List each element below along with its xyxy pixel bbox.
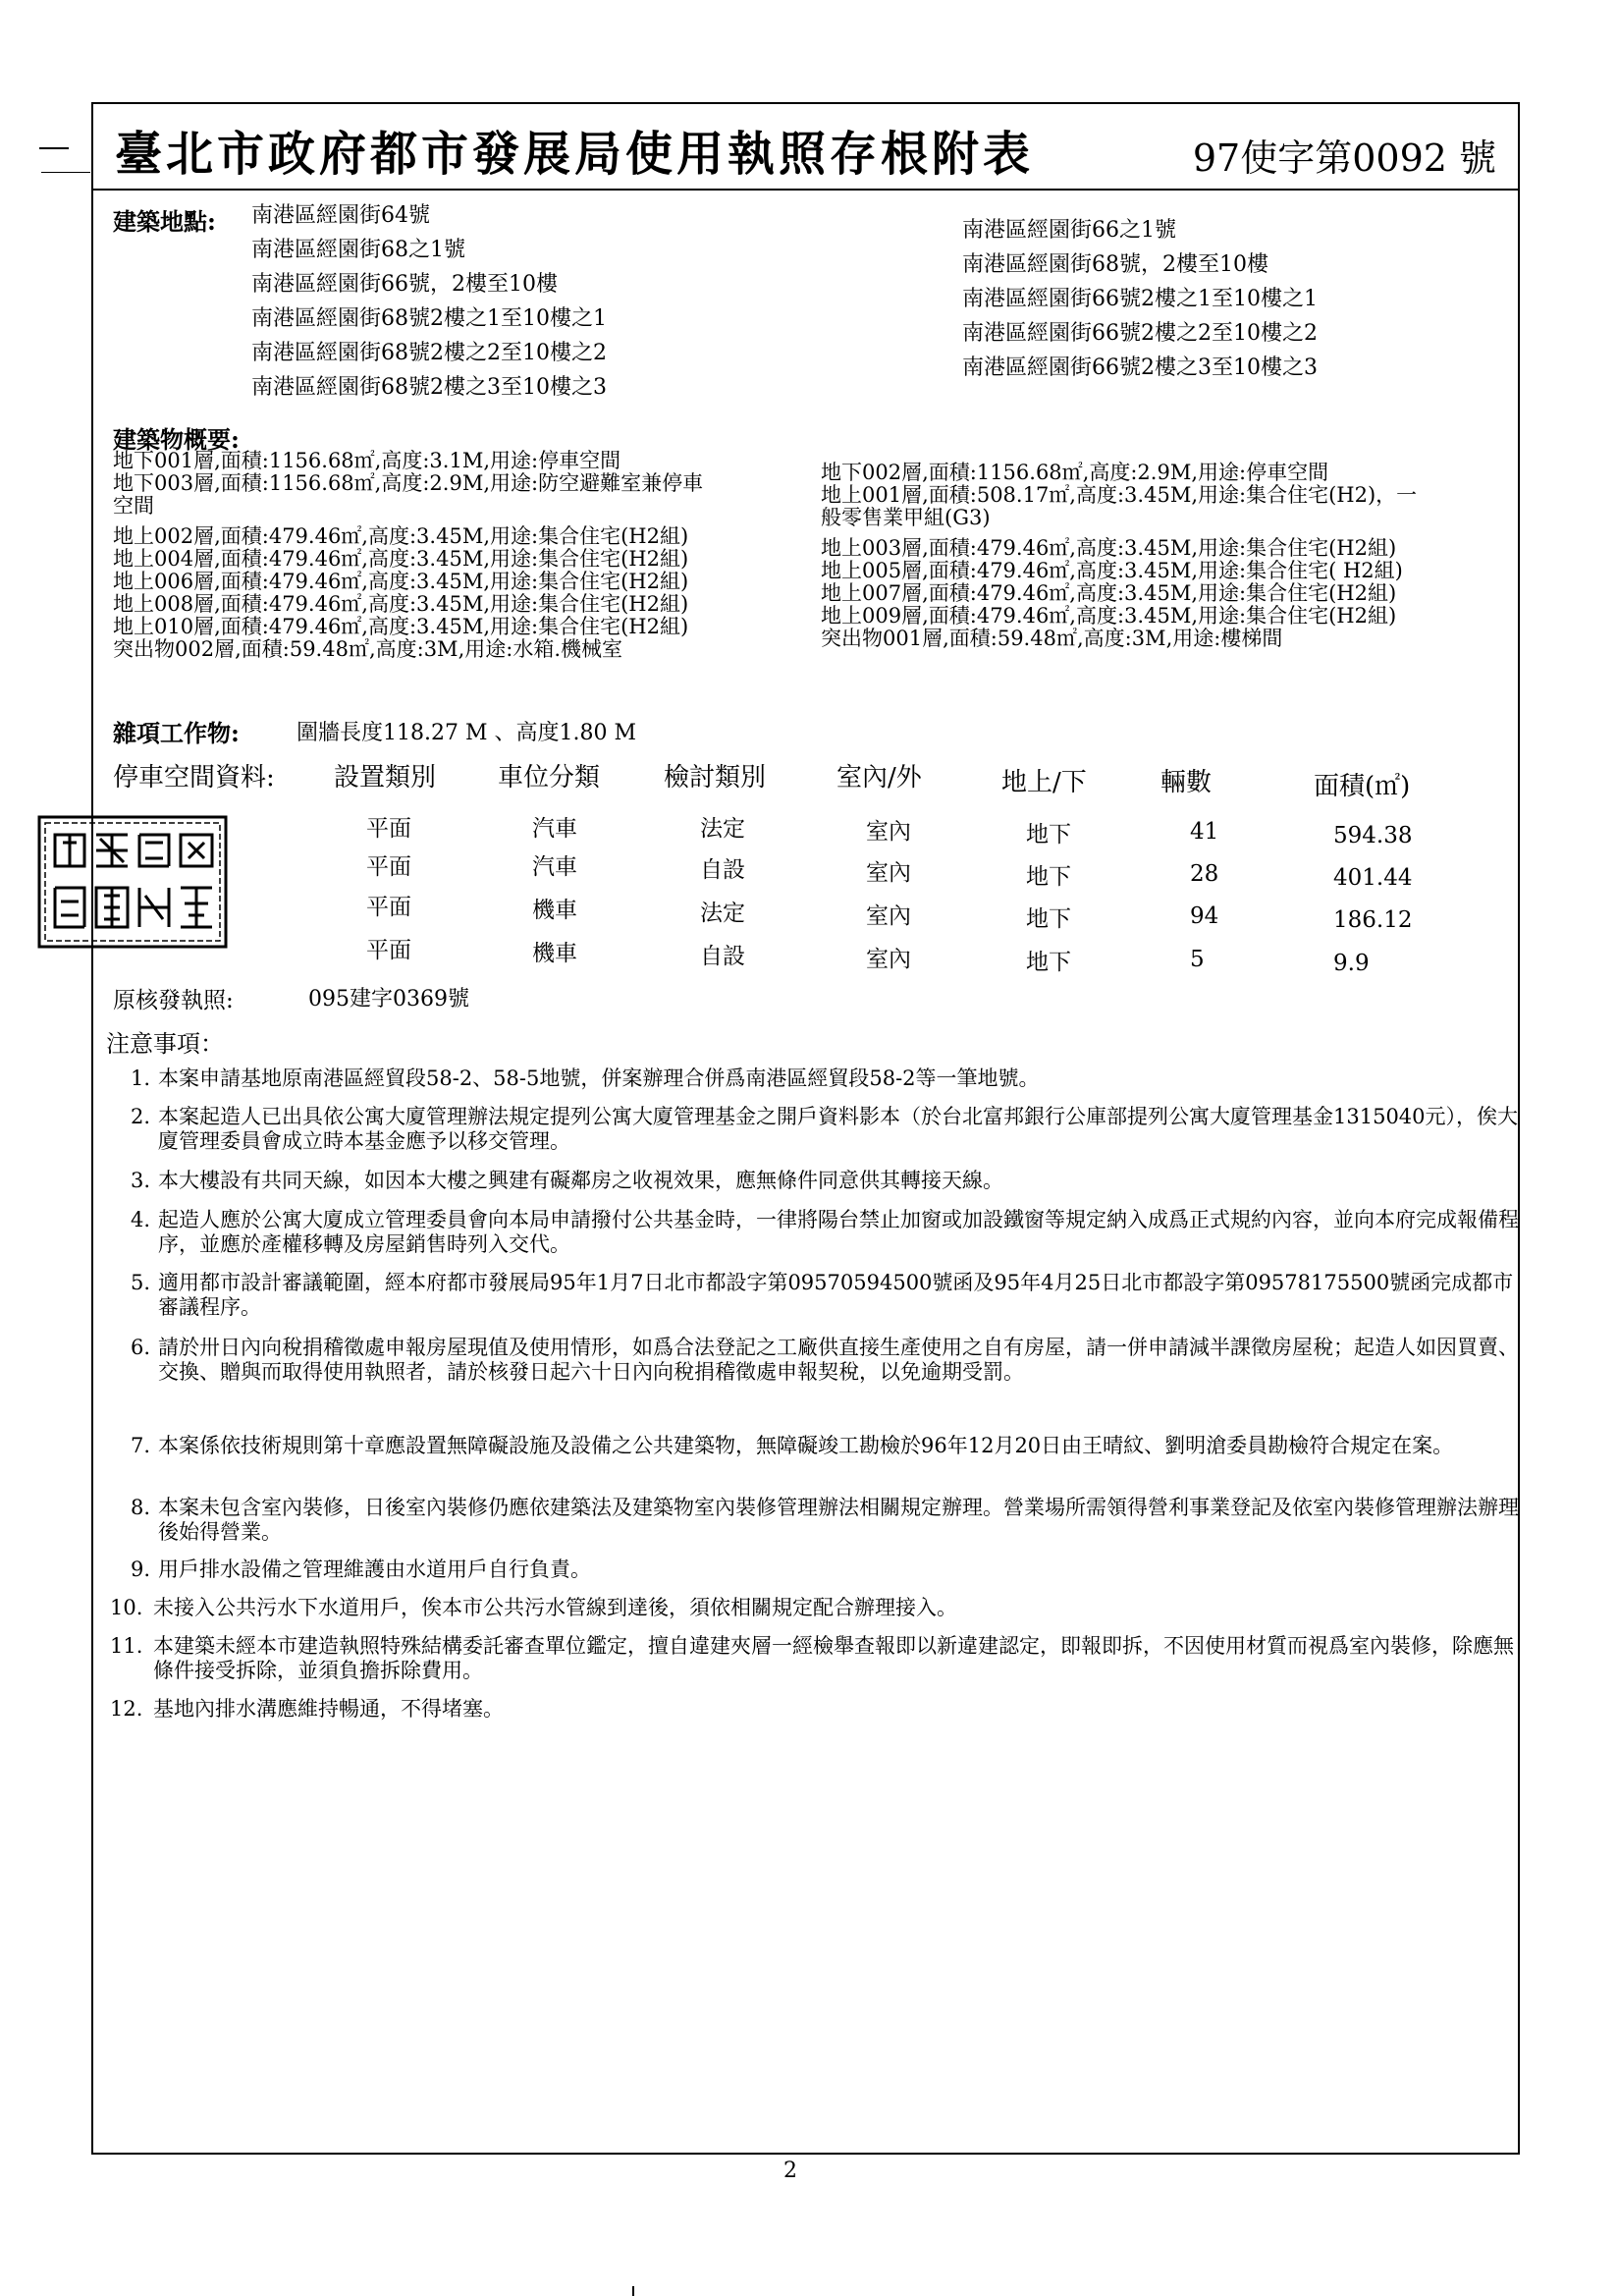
scan-mark bbox=[41, 172, 90, 173]
note-number: 2. bbox=[131, 1105, 151, 1128]
parking-cell: 9.9 bbox=[1333, 951, 1370, 976]
note-text: 未接入公共污水下水道用戶，俟本市公共污水管線到達後，須依相關規定配合辦理接入。 bbox=[153, 1596, 957, 1619]
note-item bbox=[131, 1105, 1530, 1154]
note-item bbox=[131, 1066, 1535, 1091]
note-text: 基地內排水溝應維持暢通，不得堵塞。 bbox=[153, 1697, 504, 1721]
address-line: 南港區經園街66號2樓之1至10樓之1 bbox=[962, 287, 1318, 311]
note-text: 適用都市設計審議範圍，經本府都市發展局95年1月7日北市都設字第09570594500號函及95年4月25日北市都設字第09578175500號函完成都市審議程序。 bbox=[158, 1271, 1514, 1319]
parking-cell: 平面 bbox=[366, 895, 411, 920]
parking-cell: 地下 bbox=[1026, 864, 1071, 890]
official-seal-icon bbox=[35, 813, 230, 951]
address-line: 南港區經園街68號，2樓至10樓 bbox=[962, 252, 1268, 277]
note-item bbox=[131, 1558, 1530, 1582]
note-item bbox=[110, 1634, 1529, 1683]
floor-row: 突出物001層,面積:59.48㎡,高度:3M,用途:樓梯間 bbox=[821, 627, 1283, 650]
note-number: 5. bbox=[131, 1271, 151, 1294]
scan-mark bbox=[39, 147, 69, 149]
original-permit-value: 095建字0369號 bbox=[308, 987, 469, 1011]
parking-header: 設置類別 bbox=[334, 763, 437, 793]
address-line: 南港區經園街68之1號 bbox=[251, 238, 465, 262]
parking-header: 車位分類 bbox=[498, 763, 601, 793]
parking-cell: 機車 bbox=[532, 898, 577, 923]
floor-row: 突出物002層,面積:59.48㎡,高度:3M,用途:水箱.機械室 bbox=[113, 637, 622, 661]
parking-cell: 94 bbox=[1190, 903, 1219, 929]
address-list-right bbox=[962, 213, 1318, 385]
parking-cell: 機車 bbox=[532, 941, 577, 966]
parking-cell: 室內 bbox=[866, 947, 911, 972]
document-header bbox=[93, 104, 1518, 191]
floor-row: 地上007層,面積:479.46㎡,高度:3.45M,用途:集合住宅(H2組) bbox=[821, 581, 1397, 605]
parking-cell: 室內 bbox=[866, 860, 911, 886]
parking-header: 面積(㎡) bbox=[1314, 772, 1411, 801]
note-text: 本案申請基地原南港區經貿段58-2、58-5地號，併案辦理合併爲南港區經貿段58-2等一筆地號。 bbox=[158, 1066, 1040, 1090]
note-number: 9. bbox=[131, 1558, 151, 1581]
note-item bbox=[110, 1596, 1529, 1620]
note-number: 6. bbox=[131, 1336, 151, 1359]
note-number: 1. bbox=[131, 1066, 151, 1090]
floor-row: 地上006層,面積:479.46㎡,高度:3.45M,用途:集合住宅(H2組) bbox=[113, 570, 689, 593]
parking-cell: 401.44 bbox=[1333, 865, 1413, 891]
floor-row: 地上010層,面積:479.46㎡,高度:3.45M,用途:集合住宅(H2組) bbox=[113, 615, 689, 638]
misc-works-value: 圍牆長度118.27 M 、高度1.80 M bbox=[297, 721, 636, 745]
address-line: 南港區經園街64號 bbox=[251, 203, 430, 228]
parking-cell: 自設 bbox=[700, 857, 745, 883]
permit-number: 97使字第0092 號 bbox=[1192, 137, 1496, 180]
note-text: 起造人應於公寓大廈成立管理委員會向本局申請撥付公共基金時，一律將陽台禁止加窗或加設鐵窗等規定納入成爲正式規約內容，並向本府完成報備程序，並應於產權移轉及房屋銷售時列入交代。 bbox=[158, 1208, 1519, 1256]
misc-works-label: 雜項工作物: bbox=[113, 719, 240, 747]
note-item bbox=[131, 1208, 1530, 1257]
floor-row: 地下001層,面積:1156.68㎡,高度:3.1M,用途:停車空間 bbox=[113, 449, 621, 472]
parking-cell: 平面 bbox=[366, 816, 411, 842]
scan-mark bbox=[632, 2286, 634, 2296]
address-label: 建築地點: bbox=[113, 207, 216, 236]
address-line: 南港區經園街68號2樓之2至10樓之2 bbox=[251, 341, 607, 365]
floor-row: 地上005層,面積:479.46㎡,高度:3.45M,用途:集合住宅( H2組) bbox=[821, 559, 1403, 582]
note-text: 本案起造人已出具依公寓大廈管理辦法規定提列公寓大廈管理基金之開戶資料影本（於台北富邦銀行公庫部提列公寓大廈管理基金1315040元），俟大廈管理委員會成立時本基金應予以移交管理。 bbox=[158, 1105, 1519, 1153]
note-item bbox=[131, 1434, 1530, 1458]
address-line: 南港區經園街66號2樓之3至10樓之3 bbox=[962, 355, 1318, 380]
notes-label: 注意事項： bbox=[106, 1030, 224, 1058]
floor-row: 地下003層,面積:1156.68㎡,高度:2.9M,用途:防空避難室兼停車 bbox=[113, 471, 704, 495]
note-item bbox=[131, 1169, 1535, 1193]
original-permit-label: 原核發執照: bbox=[113, 988, 234, 1013]
floor-row: 地上008層,面積:479.46㎡,高度:3.45M,用途:集合住宅(H2組) bbox=[113, 592, 689, 616]
parking-cell: 平面 bbox=[366, 938, 411, 963]
note-text: 本案係依技術規則第十章應設置無障礙設施及設備之公共建築物，無障礙竣工勘檢於96年12月20日由王晴紋、劉明滄委員勘檢符合規定在案。 bbox=[158, 1434, 1454, 1457]
address-line: 南港區經園街68號2樓之3至10樓之3 bbox=[251, 375, 607, 400]
address-list-left bbox=[251, 198, 607, 405]
overview-right bbox=[821, 462, 1417, 650]
parking-cell: 室內 bbox=[866, 819, 911, 845]
parking-header: 檢討類別 bbox=[664, 763, 767, 793]
address-line: 南港區經園街66之1號 bbox=[962, 218, 1176, 243]
note-number: 3. bbox=[131, 1169, 151, 1192]
note-text: 本建築未經本市建造執照特殊結構委託審查單位鑑定，擅自違建夾層一經檢舉查報即以新違建認定，即報即拆，不因使用材質而視爲室內裝修，除應無條件接受拆除，並須負擔拆除費用。 bbox=[153, 1634, 1514, 1682]
floor-row: 地上004層,面積:479.46㎡,高度:3.45M,用途:集合住宅(H2組) bbox=[113, 547, 689, 571]
note-item bbox=[131, 1271, 1530, 1320]
address-line: 南港區經園街66號，2樓至10樓 bbox=[251, 272, 558, 297]
page-number: 2 bbox=[783, 2159, 797, 2183]
floor-row: 地上003層,面積:479.46㎡,高度:3.45M,用途:集合住宅(H2組) bbox=[821, 536, 1397, 560]
note-number: 10. bbox=[110, 1596, 143, 1619]
note-item bbox=[131, 1336, 1530, 1385]
document-title: 臺北市政府都市發展局使用執照存根附表 bbox=[115, 127, 1035, 182]
floor-row: 地上001層,面積:508.17㎡,高度:3.45M,用途:集合住宅(H2)，一 bbox=[821, 483, 1418, 507]
overview-label: 建築物概要: bbox=[113, 425, 240, 454]
parking-cell: 汽車 bbox=[532, 816, 577, 842]
parking-cell: 594.38 bbox=[1333, 823, 1413, 848]
parking-cell: 地下 bbox=[1026, 906, 1071, 932]
overview-left bbox=[113, 450, 703, 661]
parking-header: 輛數 bbox=[1160, 768, 1213, 797]
floor-row: 般零售業甲組(G3) bbox=[821, 506, 991, 529]
note-item bbox=[110, 1697, 1529, 1722]
parking-cell: 汽車 bbox=[532, 854, 577, 880]
note-number: 11. bbox=[110, 1634, 143, 1658]
parking-cell: 室內 bbox=[866, 903, 911, 929]
note-item bbox=[131, 1496, 1530, 1545]
note-text: 用戶排水設備之管理維護由水道用戶自行負責。 bbox=[158, 1558, 591, 1581]
parking-label: 停車空間資料: bbox=[113, 763, 275, 793]
note-number: 12. bbox=[110, 1697, 143, 1721]
parking-cell: 186.12 bbox=[1333, 907, 1413, 933]
address-line: 南港區經園街68號2樓之1至10樓之1 bbox=[251, 306, 607, 331]
floor-row: 地上009層,面積:479.46㎡,高度:3.45M,用途:集合住宅(H2組) bbox=[821, 604, 1397, 628]
parking-cell: 平面 bbox=[366, 854, 411, 880]
note-number: 7. bbox=[131, 1434, 151, 1457]
note-text: 請於卅日內向稅捐稽徵處申報房屋現值及使用情形，如爲合法登記之工廠供直接生產使用之自有房屋，請一併申請減半課徵房屋稅；起造人如因買賣、交換、贈與而取得使用執照者，請於核發日起六十日內向稅捐稽徵處申報契稅，以免逾期受罰。 bbox=[158, 1336, 1519, 1384]
note-number: 8. bbox=[131, 1496, 151, 1519]
floor-row: 空間 bbox=[113, 494, 154, 518]
note-number: 4. bbox=[131, 1208, 151, 1231]
parking-cell: 28 bbox=[1190, 861, 1219, 887]
address-line: 南港區經園街66號2樓之2至10樓之2 bbox=[962, 321, 1318, 346]
note-text: 本案未包含室內裝修，日後室內裝修仍應依建築法及建築物室內裝修管理辦法相關規定辦理。營業場所需領得營利事業登記及依室內裝修管理辦法辦理後始得營業。 bbox=[158, 1496, 1519, 1544]
parking-header: 室內/外 bbox=[836, 763, 922, 793]
floor-row: 地下002層,面積:1156.68㎡,高度:2.9M,用途:停車空間 bbox=[821, 461, 1329, 484]
parking-cell: 41 bbox=[1190, 819, 1219, 845]
parking-cell: 自設 bbox=[700, 944, 745, 969]
parking-cell: 法定 bbox=[700, 816, 745, 842]
note-text: 本大樓設有共同天線，如因本大樓之興建有礙鄰房之收視效果，應無條件同意供其轉接天線。 bbox=[158, 1169, 1003, 1192]
floor-row: 地上002層,面積:479.46㎡,高度:3.45M,用途:集合住宅(H2組) bbox=[113, 524, 689, 548]
parking-cell: 地下 bbox=[1026, 822, 1071, 847]
parking-header: 地上/下 bbox=[1001, 768, 1087, 797]
parking-cell: 地下 bbox=[1026, 950, 1071, 975]
parking-cell: 法定 bbox=[700, 901, 745, 926]
parking-cell: 5 bbox=[1190, 947, 1205, 972]
